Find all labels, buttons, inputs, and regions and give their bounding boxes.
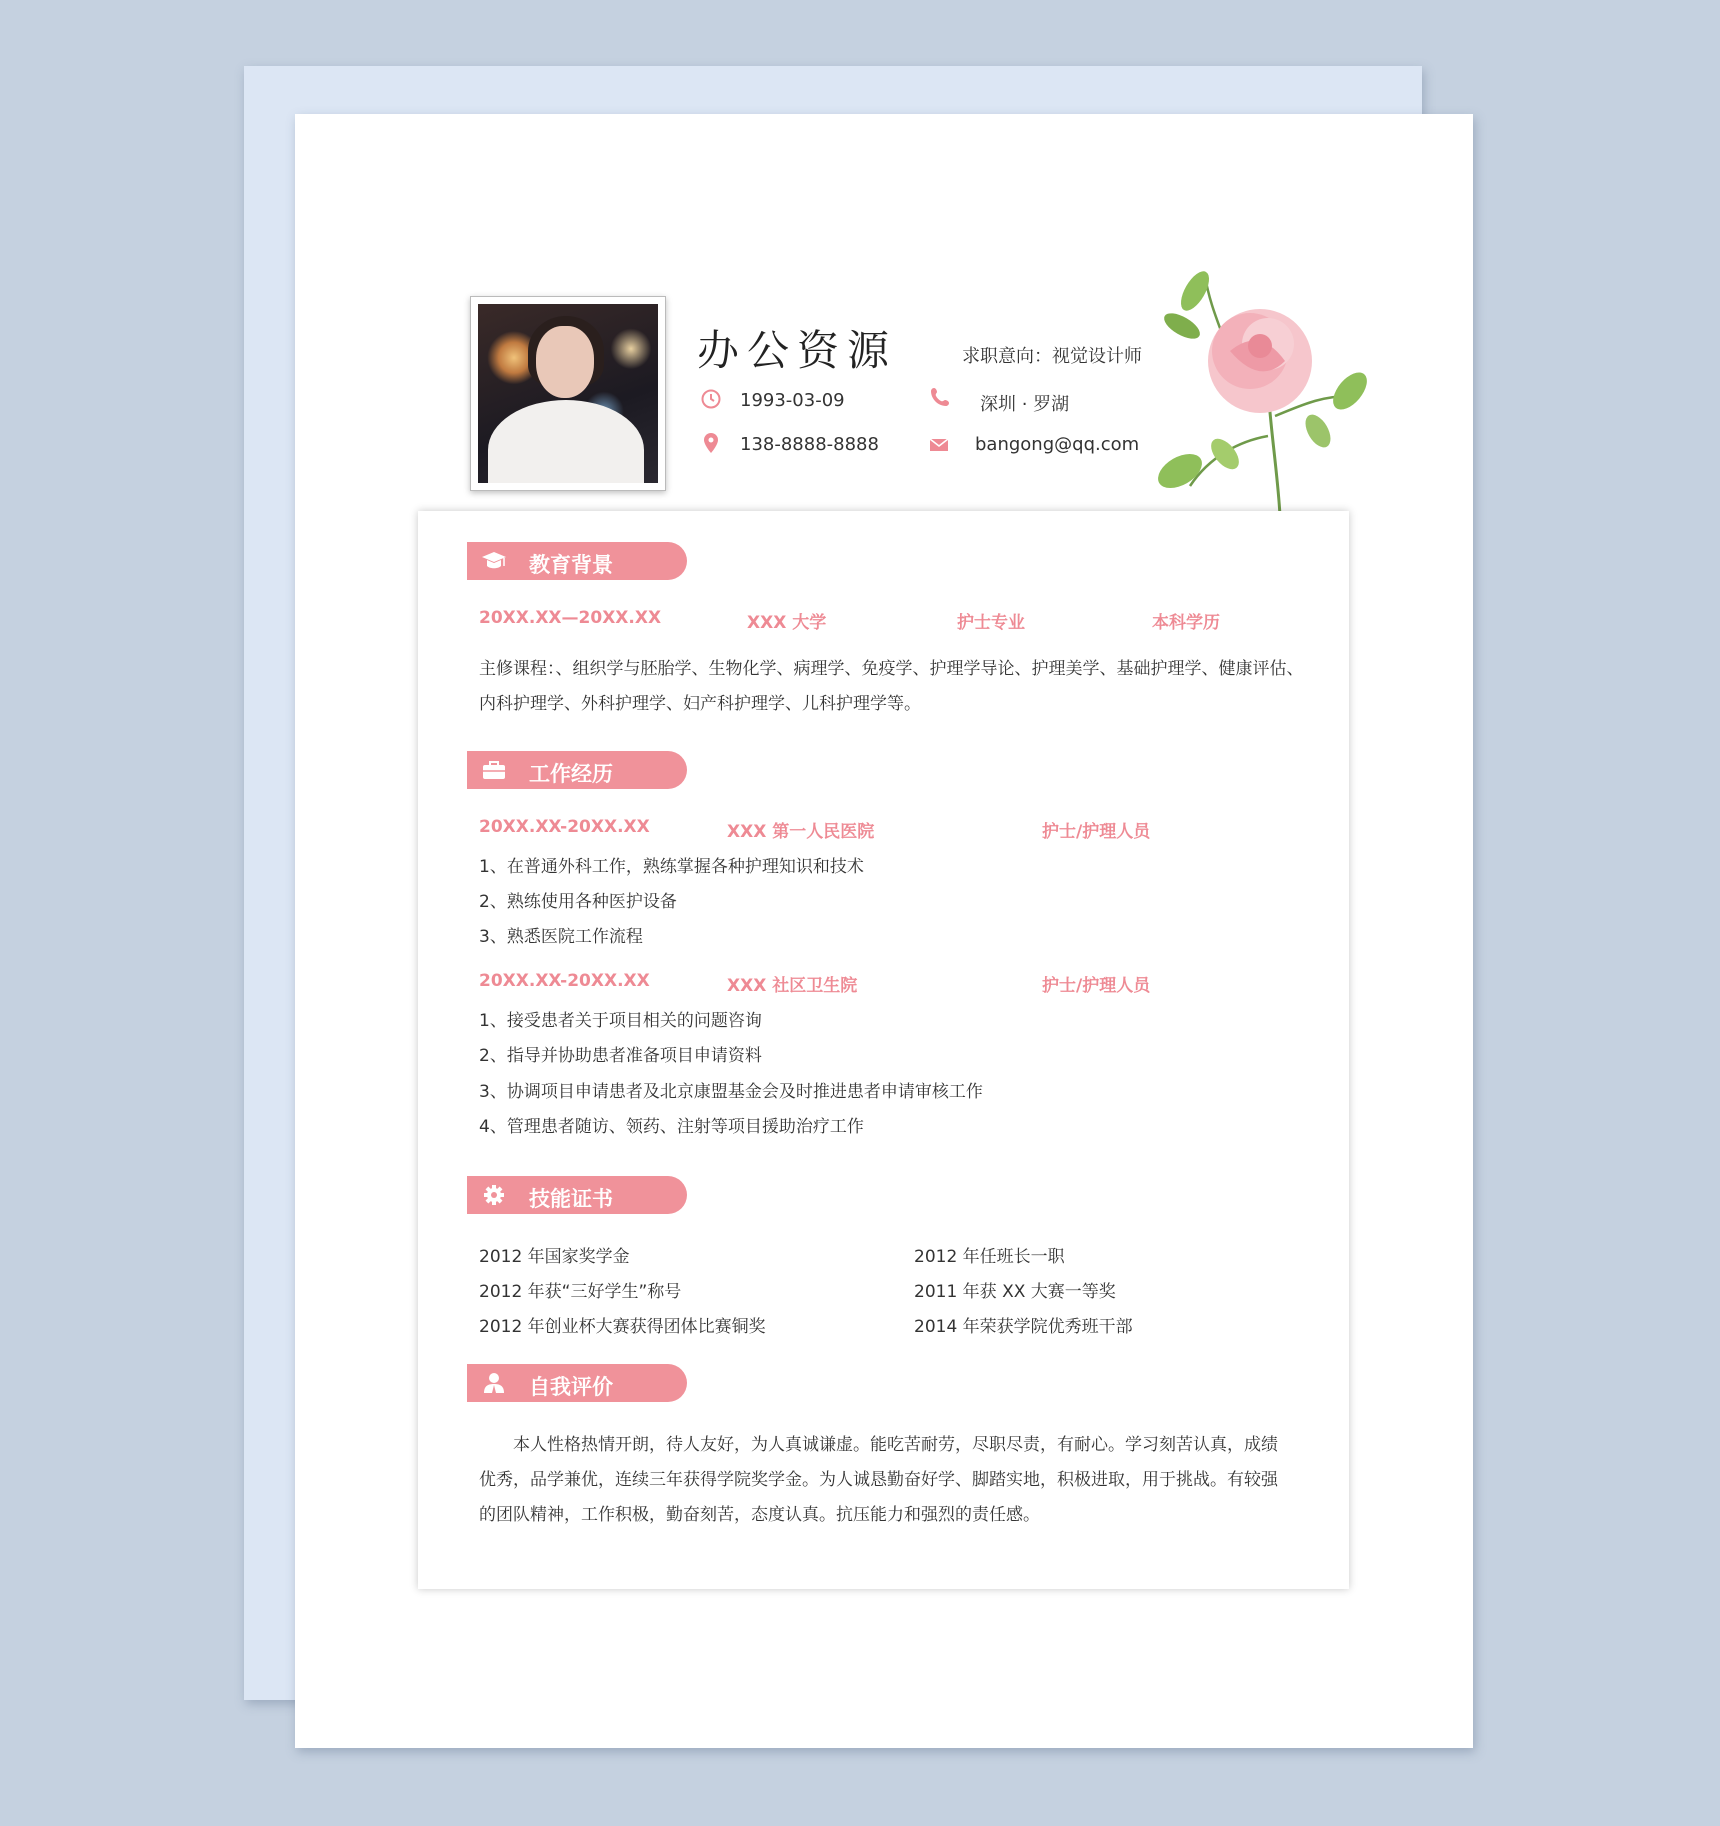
section-header-work bbox=[467, 751, 687, 789]
self-eval-line: 的团队精神，工作积极，勤奋刻苦，态度认真。抗压能力和强烈的责任感。 bbox=[479, 1505, 1040, 1525]
job-role: 护士/护理人员 bbox=[1042, 976, 1151, 996]
award-item: 2012 年国家奖学金 bbox=[479, 1247, 630, 1267]
job-duty: 3、熟悉医院工作流程 bbox=[479, 927, 643, 947]
location-text: 深圳 · 罗湖 bbox=[980, 394, 1070, 415]
gear-icon bbox=[481, 1184, 507, 1206]
clock-icon bbox=[700, 388, 722, 410]
edu-major: 护士专业 bbox=[957, 613, 1025, 633]
self-eval-line: 优秀，品学兼优，连续三年获得学院奖学金。为人诚恳勤奋好学、脚踏实地，积极进取，用于挑战。有较强 bbox=[479, 1470, 1278, 1490]
job-duty: 4、管理患者随访、领药、注射等项目援助治疗工作 bbox=[479, 1117, 864, 1137]
location-pin-icon bbox=[700, 432, 722, 454]
job-period: 20XX.XX-20XX.XX bbox=[479, 817, 650, 837]
job-org: XXX 社区卫生院 bbox=[727, 976, 858, 996]
edu-degree: 本科学历 bbox=[1152, 613, 1220, 633]
job-period: 20XX.XX-20XX.XX bbox=[479, 971, 650, 991]
award-item: 2012 年任班长一职 bbox=[914, 1247, 1065, 1267]
briefcase-icon bbox=[481, 759, 507, 781]
section-title: 教育背景 bbox=[529, 553, 613, 577]
edu-period: 20XX.XX—20XX.XX bbox=[479, 608, 662, 628]
award-item: 2012 年获“三好学生”称号 bbox=[479, 1282, 682, 1302]
job-role: 护士/护理人员 bbox=[1042, 822, 1151, 842]
portrait-image bbox=[478, 304, 658, 483]
person-icon bbox=[481, 1372, 507, 1394]
birth-date: 1993-03-09 bbox=[740, 390, 845, 411]
section-title: 技能证书 bbox=[529, 1187, 613, 1211]
award-item: 2011 年获 XX 大赛一等奖 bbox=[914, 1282, 1116, 1302]
section-title: 工作经历 bbox=[529, 762, 613, 786]
rose-illustration bbox=[1150, 266, 1370, 516]
job-intent: 求职意向：视觉设计师 bbox=[962, 346, 1142, 367]
section-title: 自我评价 bbox=[529, 1375, 613, 1399]
self-eval-line: 本人性格热情开朗，待人友好，为人真诚谦虚。能吃苦耐劳，尽职尽责，有耐心。学习刻苦认真，成绩 bbox=[513, 1435, 1278, 1455]
job-duty: 2、指导并协助患者准备项目申请资料 bbox=[479, 1046, 762, 1066]
section-header-skills bbox=[467, 1176, 687, 1214]
job-duty: 1、接受患者关于项目相关的问题咨询 bbox=[479, 1011, 762, 1031]
award-item: 2014 年荣获学院优秀班干部 bbox=[914, 1317, 1133, 1337]
section-header-education bbox=[467, 542, 687, 580]
edu-courses-line: 主修课程：、组织学与胚胎学、生物化学、病理学、免疫学、护理学导论、护理美学、基础护理学、健康评估、 bbox=[479, 659, 1304, 679]
job-duty: 3、协调项目申请患者及北京康盟基金会及时推进患者申请审核工作 bbox=[479, 1082, 983, 1102]
award-item: 2012 年创业杯大赛获得团体比赛铜奖 bbox=[479, 1317, 766, 1337]
email-address: bangong@qq.com bbox=[975, 434, 1140, 455]
job-org: XXX 第一人民医院 bbox=[727, 822, 875, 842]
profile-photo bbox=[470, 296, 666, 491]
job-duty: 2、熟练使用各种医护设备 bbox=[479, 892, 677, 912]
edu-school: XXX 大学 bbox=[747, 613, 827, 633]
section-header-self bbox=[467, 1364, 687, 1402]
phone-icon bbox=[929, 386, 951, 408]
mail-icon bbox=[928, 434, 950, 456]
job-duty: 1、在普通外科工作，熟练掌握各种护理知识和技术 bbox=[479, 857, 864, 877]
edu-courses-line: 内科护理学、外科护理学、妇产科护理学、儿科护理学等。 bbox=[479, 694, 921, 714]
graduation-cap-icon bbox=[481, 550, 507, 572]
phone-number: 138-8888-8888 bbox=[740, 434, 879, 455]
resume-name: 办公资源 bbox=[697, 326, 898, 375]
